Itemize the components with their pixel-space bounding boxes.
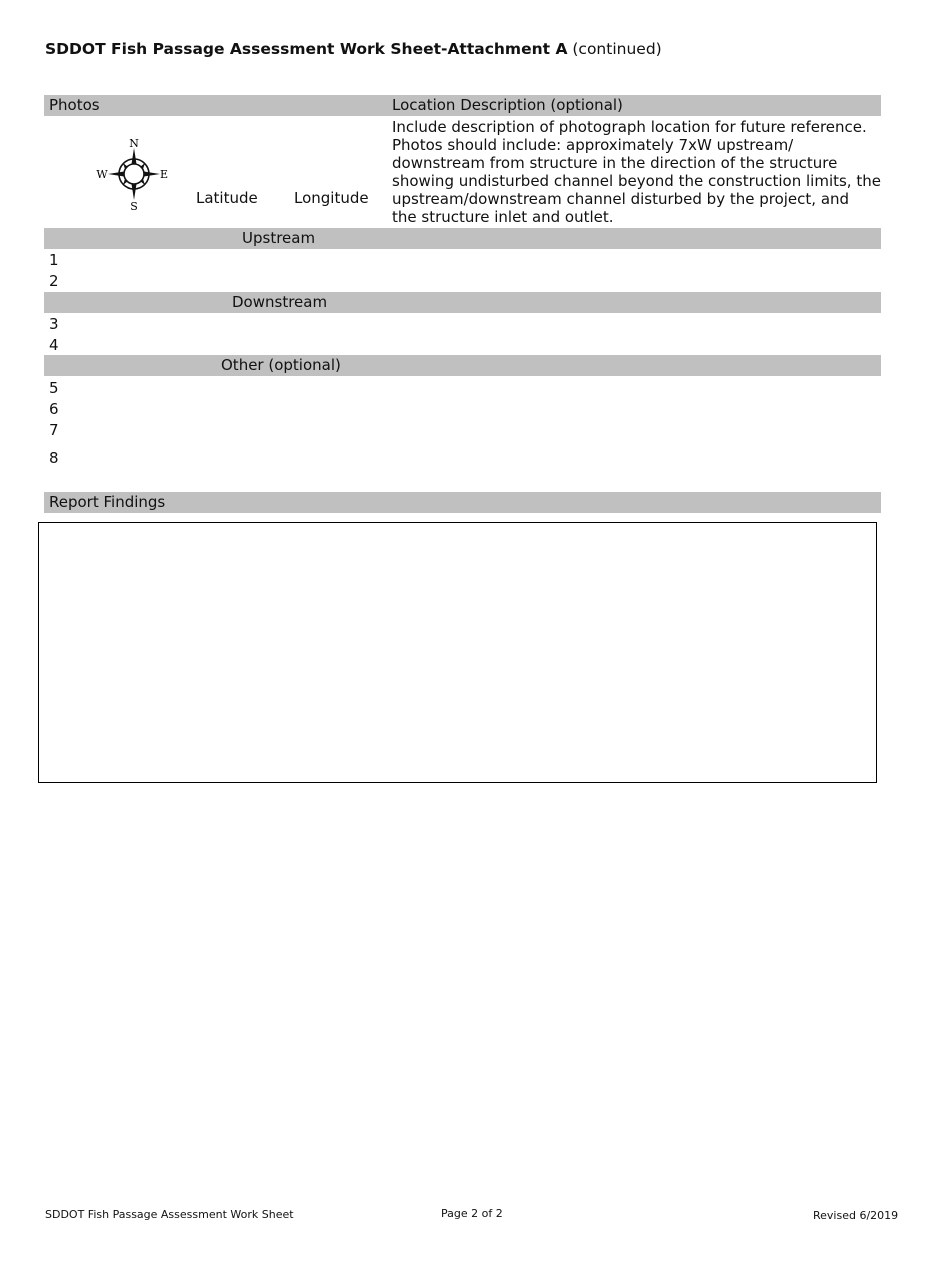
location-description-header-label: Location Description (optional) xyxy=(392,96,623,114)
footer-document-name: SDDOT Fish Passage Assessment Work Sheet xyxy=(45,1208,294,1221)
description-line: the structure inlet and outlet. xyxy=(392,208,614,226)
page-title xyxy=(45,40,662,58)
compass-rose-icon xyxy=(92,134,176,214)
compass-n: N xyxy=(129,137,139,150)
compass-w: W xyxy=(96,168,108,181)
photo-row-8[interactable]: 8 xyxy=(49,449,59,467)
photo-row-5[interactable]: 5 xyxy=(49,379,59,397)
photo-row-6[interactable]: 6 xyxy=(49,400,59,418)
downstream-section-label: Downstream xyxy=(232,293,328,311)
photo-row-4[interactable]: 4 xyxy=(49,336,59,354)
photo-row-2[interactable]: 2 xyxy=(49,272,59,290)
compass-e: E xyxy=(159,168,169,181)
report-findings-label: Report Findings xyxy=(49,493,166,511)
description-line: downstream from structure in the direction of the structure xyxy=(392,154,838,172)
longitude-label: Longitude xyxy=(294,189,369,207)
upstream-section-label: Upstream xyxy=(242,229,316,247)
compass-s: S xyxy=(130,200,138,213)
upstream-section-bar xyxy=(44,228,881,249)
description-line: Photos should include: approximately 7xW upstream/ xyxy=(392,136,794,154)
downstream-section-bar xyxy=(44,292,881,313)
location-description-text xyxy=(392,118,882,226)
page-title-bold: SDDOT Fish Passage Assessment Work Sheet-Attachment A xyxy=(45,40,568,58)
report-findings-textbox[interactable] xyxy=(38,522,877,783)
photo-row-1[interactable]: 1 xyxy=(49,251,59,269)
photo-row-3[interactable]: 3 xyxy=(49,315,59,333)
photo-row-7[interactable]: 7 xyxy=(49,421,59,439)
footer-page-number: Page 2 of 2 xyxy=(441,1207,503,1220)
photos-header-label: Photos xyxy=(49,96,100,114)
page-title-continued: (continued) xyxy=(572,40,662,58)
description-line: upstream/downstream channel disturbed by the project, and xyxy=(392,190,850,208)
other-section-bar xyxy=(44,355,881,376)
latitude-label: Latitude xyxy=(196,189,258,207)
footer-revision: Revised 6/2019 xyxy=(813,1209,899,1222)
description-line: showing undisturbed channel beyond the construction limits, the xyxy=(392,172,881,190)
description-line: Include description of photograph location for future reference. xyxy=(392,118,867,136)
other-section-label: Other (optional) xyxy=(221,356,341,374)
report-findings-bar xyxy=(44,492,881,513)
